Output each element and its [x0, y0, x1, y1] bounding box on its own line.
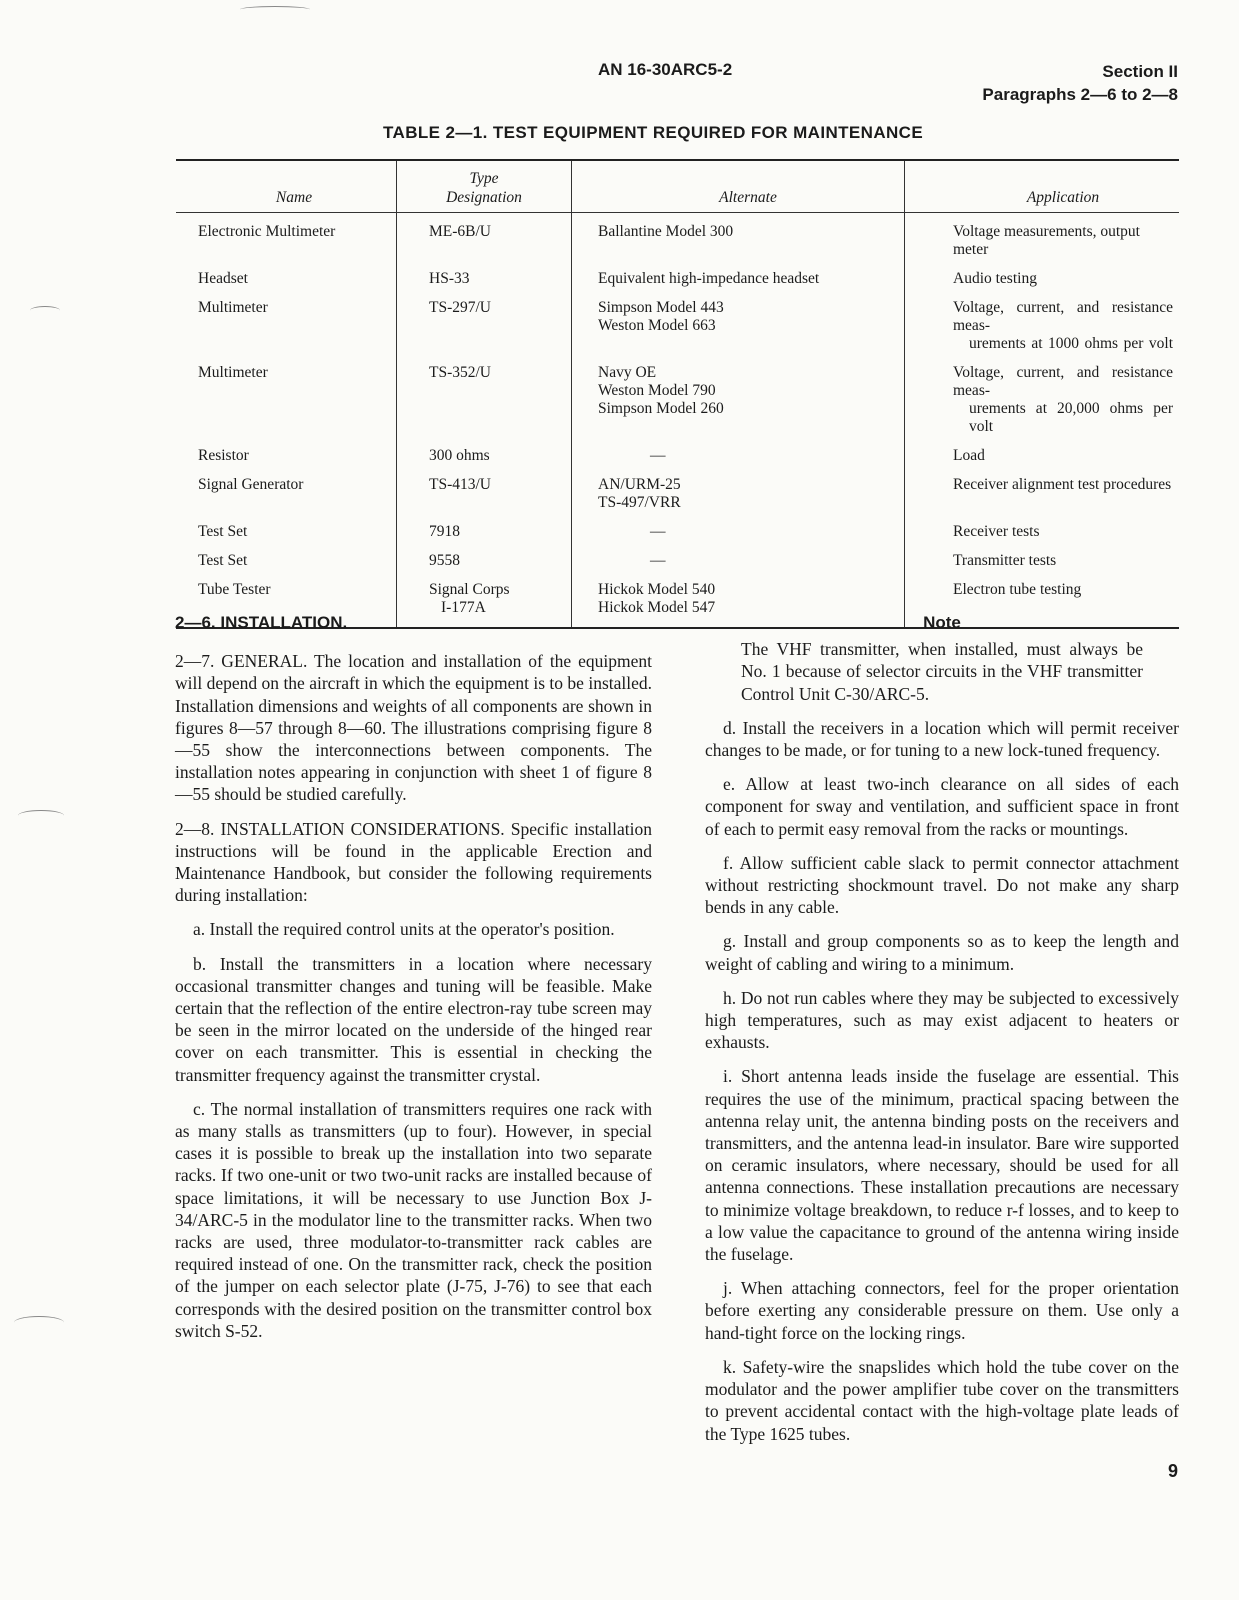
item-b: b. Install the transmitters in a location where necessary occasional transmitter changes and tuning will be feasible. Make certain that the reflection of the entire electron-ray tube screen may be seen in the mirror located on the underside of the hinged rear cover on each transmitter. This is essential in checking the transmitter frequency against the transmitter crystal. — [175, 953, 652, 1085]
cell-application-line: urements at 20,000 ohms per volt — [969, 400, 1173, 435]
cell-name-line: Resistor — [198, 447, 249, 464]
cell-application-line: Voltage, current, and resistance meas- — [953, 364, 1173, 399]
cell-alternate-line: — — [650, 523, 666, 540]
section-heading-installation: 2—6. INSTALLATION. — [175, 613, 348, 632]
cell-name — [176, 447, 397, 476]
paragraph-2-8: 2—8. INSTALLATION CONSIDERATIONS. Specific installation instructions will be found in the applicable Erection and Maintenance Handbook, but consider the following requirements during installation: — [175, 818, 652, 906]
section-label: Section II — [1102, 62, 1178, 81]
cell-type-line: 300 ohms — [429, 447, 490, 464]
header-application: Application — [905, 160, 1180, 213]
cell-type-line: HS-33 — [429, 270, 470, 287]
cell-alternate-line: — — [650, 447, 666, 464]
cell-name-line: Test Set — [198, 552, 248, 569]
cell-application — [905, 523, 1180, 552]
cell-type-line: ME-6B/U — [429, 223, 491, 240]
cell-application — [905, 364, 1180, 447]
scan-mark — [30, 306, 60, 315]
scan-mark — [240, 6, 310, 13]
cell-application-line: Load — [953, 447, 985, 464]
cell-type-line: 9558 — [429, 552, 460, 569]
cell-type-line: TS-413/U — [429, 476, 491, 493]
cell-alternate-line: AN/URM-25 — [598, 476, 681, 493]
cell-name-line: Signal Generator — [198, 476, 304, 493]
cell-alternate — [572, 299, 905, 364]
document-number: AN 16-30ARC5-2 — [598, 60, 733, 79]
scan-mark — [14, 1316, 64, 1329]
cell-alternate — [572, 476, 905, 523]
cell-type — [397, 476, 572, 523]
cell-application — [905, 447, 1180, 476]
cell-alternate-line: Equivalent high-impedance headset — [598, 270, 820, 287]
cell-alternate-line: Simpson Model 443 — [598, 299, 724, 316]
cell-alternate-line: Navy OE — [598, 364, 657, 381]
table-row — [176, 523, 1179, 552]
cell-type — [397, 447, 572, 476]
cell-alternate-line: Weston Model 663 — [598, 317, 716, 334]
cell-alternate-line: TS-497/VRR — [598, 494, 681, 511]
cell-application — [905, 476, 1180, 523]
cell-name-line: Multimeter — [198, 364, 268, 381]
cell-alternate-line: Ballantine Model 300 — [598, 223, 734, 240]
header-type-designation — [397, 160, 572, 213]
table-title: TABLE 2—1. TEST EQUIPMENT REQUIRED FOR MAINTENANCE — [383, 123, 924, 142]
cell-name-line: Headset — [198, 270, 248, 287]
cell-application-line: Electron tube testing — [953, 581, 1082, 598]
table-row — [176, 447, 1179, 476]
cell-application — [905, 299, 1180, 364]
item-d: d. Install the receivers in a location which will permit receiver changes to be made, or for tuning to a new lock-tuned frequency. — [705, 717, 1179, 761]
note-heading: Note — [923, 613, 961, 632]
table-row — [176, 270, 1179, 299]
cell-type — [397, 523, 572, 552]
cell-name-line: Test Set — [198, 523, 248, 540]
table-row — [176, 552, 1179, 581]
item-g: g. Install and group components so as to keep the length and weight of cabling and wiring to a minimum. — [705, 931, 1179, 974]
cell-name — [176, 270, 397, 299]
cell-name — [176, 364, 397, 447]
cell-alternate — [572, 552, 905, 581]
table-row — [176, 364, 1179, 447]
cell-application-line: Receiver tests — [953, 523, 1040, 540]
table-body — [176, 213, 1179, 629]
cell-name — [176, 213, 397, 271]
header-name: Name — [176, 160, 397, 213]
cell-type-line: TS-297/U — [429, 299, 491, 316]
page-number: 9 — [1167, 1461, 1178, 1481]
cell-application-line: Voltage, current, and resistance meas- — [953, 299, 1173, 334]
cell-type — [397, 364, 572, 447]
test-equipment-table — [176, 159, 1179, 629]
item-h: h. Do not run cables where they may be subjected to excessively high temperatures, such as may exist adjacent to heaters or exhausts. — [705, 987, 1179, 1053]
cell-application — [905, 552, 1180, 581]
left-column — [175, 612, 652, 1354]
item-k: k. Safety-wire the snapslides which hold the tube cover on the modulator and the power amplifier tube cover on the transmitters to prevent accidental contact with the high-voltage plate leads of the Type 1625 tubes. — [705, 1356, 1179, 1444]
cell-alternate-line: — — [650, 552, 666, 569]
cell-application-line: Audio testing — [953, 270, 1037, 287]
cell-type-line: I-177A — [441, 599, 486, 616]
cell-name — [176, 523, 397, 552]
cell-application-line: Voltage measurements, output meter — [953, 223, 1140, 258]
cell-alternate-line: Weston Model 790 — [598, 382, 716, 399]
cell-alternate-line: Simpson Model 260 — [598, 400, 724, 417]
cell-name-line: Tube Tester — [198, 581, 271, 598]
cell-name-line: Multimeter — [198, 299, 268, 316]
header-alternate: Alternate — [572, 160, 905, 213]
cell-application-line: Receiver alignment test procedures — [953, 476, 1172, 493]
table-header-row — [176, 160, 1179, 213]
item-f: f. Allow sufficient cable slack to permit connector attachment without restricting shockmount travel. Do not make any sharp bends in any cable. — [705, 852, 1179, 918]
scan-mark — [18, 810, 64, 821]
cell-type-line: TS-352/U — [429, 364, 491, 381]
cell-application-line: Transmitter tests — [953, 552, 1057, 569]
cell-alternate — [572, 523, 905, 552]
cell-name — [176, 476, 397, 523]
cell-alternate — [572, 364, 905, 447]
cell-type — [397, 213, 572, 271]
table-row — [176, 213, 1179, 271]
header-type-line1: Type — [469, 170, 499, 187]
cell-alternate-line: Hickok Model 540 — [598, 581, 716, 598]
header-type-line2: Designation — [446, 189, 522, 206]
cell-alternate — [572, 213, 905, 271]
item-c: c. The normal installation of transmitters requires one rack with as many stalls as transmitters (up to four). However, in special cases it is possible to break up the installation into two separate racks. If two one-unit or two two-unit racks are installed because of space limitations, it will be necessary to use Junction Box J-34/ARC-5 in the modulator line to the transmitter racks. When two racks are used, three modulator-to-transmitter rack cables are required instead of one. On the transmitter rack, check the position of the jumper on each selector plate (J-75, J-76) to see that each corresponds with the desired position on the transmitter control box switch S-52. — [175, 1098, 652, 1341]
cell-application-line: urements at 1000 ohms per volt — [969, 335, 1173, 352]
table-row — [176, 476, 1179, 523]
item-e: e. Allow at least two-inch clearance on all sides of each component for sway and ventilation, and sufficient space in front of each to permit easy removal from the racks or mountings. — [705, 774, 1179, 839]
cell-alternate — [572, 270, 905, 299]
item-i: i. Short antenna leads inside the fuselage are essential. This requires the use of the minimum, practical spacing between the antenna relay unit, the antenna binding posts on the receivers and transmitters, and the antenna lead-in insulator. Bare wire supported on ceramic insulators, where necessary, should be used for all antenna connections. These installation precautions are necessary to minimize voltage breakdown, to reduce r-f losses, and to keep to a low value the capacitance to ground of the antenna wiring inside the fuselage. — [705, 1066, 1179, 1265]
cell-type-line: Signal Corps — [429, 581, 510, 598]
cell-type — [397, 299, 572, 364]
cell-application — [905, 213, 1180, 271]
cell-type-line: 7918 — [429, 523, 460, 540]
cell-name — [176, 299, 397, 364]
paragraph-range: Paragraphs 2—6 to 2—8 — [982, 85, 1178, 104]
cell-alternate — [572, 447, 905, 476]
cell-application — [905, 270, 1180, 299]
item-a: a. Install the required control units at the operator's position. — [193, 919, 615, 940]
section-reference — [982, 60, 1178, 106]
right-column — [705, 612, 1179, 1457]
cell-name — [176, 552, 397, 581]
cell-alternate-line: Hickok Model 547 — [598, 599, 716, 616]
note-body: The VHF transmitter, when installed, must always be No. 1 because of selector circuits in the VHF transmitter Control Unit C-30/ARC-5. — [741, 639, 1143, 704]
cell-type — [397, 552, 572, 581]
cell-type — [397, 270, 572, 299]
paragraph-2-7: 2—7. GENERAL. The location and installation of the equipment will depend on the aircraft in which the equipment is to be installed. Installation dimensions and weights of all components are shown in figures 8—57 through 8—60. The illustrations comprising figure 8—55 show the interconnections between components. The installation notes appearing in conjunction with sheet 1 of figure 8—55 should be studied carefully. — [175, 651, 652, 805]
cell-name-line: Electronic Multimeter — [198, 223, 336, 240]
table-row — [176, 299, 1179, 364]
item-j: j. When attaching connectors, feel for the proper orientation before exerting any considerable pressure on them. Use only a hand-tight force on the locking rings. — [705, 1278, 1179, 1343]
